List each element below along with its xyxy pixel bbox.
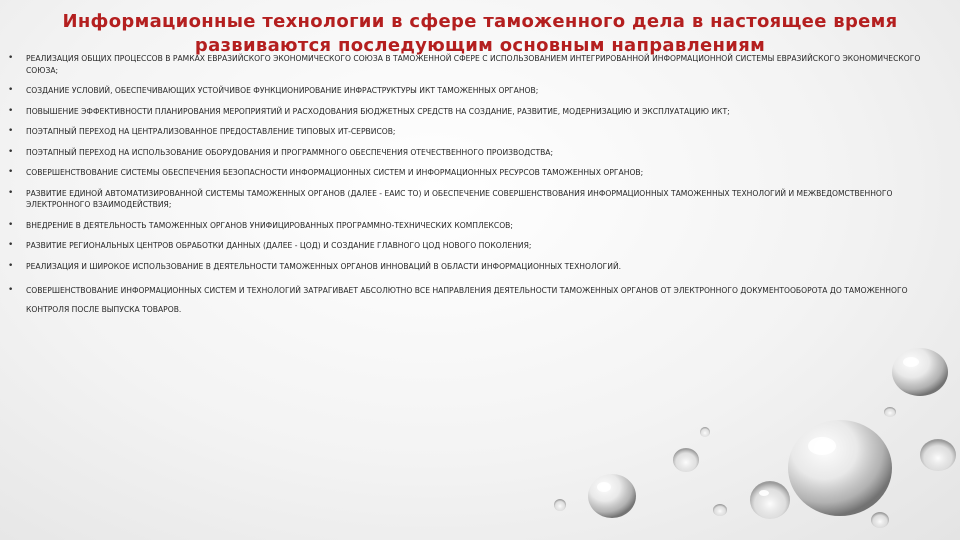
title-line-2: развиваются последующим основным направлениям: [194, 35, 766, 56]
bullet-dot: •: [8, 126, 14, 136]
bullet-item: [8, 240, 953, 252]
bullet-text: СОВЕРШЕНСТВОВАНИЕ СИСТЕМЫ ОБЕСПЕЧЕНИЯ БЕЗОПАСНОСТИ ИНФОРМАЦИОННЫХ СИСТЕМ И ИНФОРМАЦИОННЫХ РЕСУРСОВ ТАМОЖЕННЫХ ОРГАНОВ;: [26, 168, 644, 177]
drop-right-1: [892, 348, 948, 396]
bullet-item: [8, 147, 953, 159]
drop-small-1: [871, 512, 889, 528]
bullet-text: РАЗВИТИЕ ЕДИНОЙ АВТОМАТИЗИРОВАННОЙ СИСТЕМЫ ТАМОЖЕННЫХ ОРГАНОВ (ДАЛЕЕ - ЕАИС ТО) И ОБЕСПЕЧЕНИЕ СОВЕРШЕНСТВОВАНИЯ ИНФОРМАЦИОННЫХ ТАМОЖЕННЫХ ТЕХНОЛОГИЙ И МЕЖВЕДОМСТВЕННОГО ЭЛЕКТРОННОГО ВЗАИМОДЕЙСТВИЯ;: [26, 188, 893, 209]
bullet-item: [8, 188, 953, 211]
bullet-item: [8, 85, 953, 97]
bullet-text: ВНЕДРЕНИЕ В ДЕЯТЕЛЬНОСТЬ ТАМОЖЕННЫХ ОРГАНОВ УНИФИЦИРОВАННЫХ ПРОГРАММНО-ТЕХНИЧЕСКИХ КОМПЛЕКСОВ;: [26, 220, 513, 230]
bullet-dot: •: [8, 146, 14, 157]
bullet-text: РЕАЛИЗАЦИЯ ОБЩИХ ПРОЦЕССОВ В РАМКАХ ЕВРАЗИЙСКОГО ЭКОНОМИЧЕСКОГО СОЮЗА В ТАМОЖЕННОЙ СФЕРЕ С ИСПОЛЬЗОВАНИЕМ ИНТЕГРИРОВАННОЙ ИНФОРМАЦИОННОЙ СИСТЕМЫ ЕВРАЗИЙСКОГО ЭКОНОМИЧЕСКОГО СОЮЗА;: [26, 54, 921, 75]
bullet-item: [8, 281, 953, 319]
bullet-dot: •: [8, 219, 14, 230]
drop-small-5: [884, 407, 896, 417]
drop-mid-1: [588, 474, 636, 518]
bullet-text: ПОЭТАПНЫЙ ПЕРЕХОД НА ЦЕНТРАЛИЗОВАННОЕ ПРЕДОСТАВЛЕНИЕ ТИПОВЫХ ИТ-СЕРВИСОВ;: [26, 127, 396, 136]
bullet-text: РАЗВИТИЕ РЕГИОНАЛЬНЫХ ЦЕНТРОВ ОБРАБОТКИ ДАННЫХ (ДАЛЕЕ - ЦОД) И СОЗДАНИЕ ГЛАВНОГО ЦОД НОВОГО ПОКОЛЕНИЯ;: [26, 241, 532, 250]
bullet-list: [8, 53, 953, 328]
bullet-dot: •: [8, 167, 14, 177]
bullet-dot: •: [8, 260, 14, 271]
bullet-text: ПОЭТАПНЫЙ ПЕРЕХОД НА ИСПОЛЬЗОВАНИЕ ОБОРУДОВАНИЯ И ПРОГРАММНОГО ОБЕСПЕЧЕНИЯ ОТЕЧЕСТВЕННОГО ПРОИЗВОДСТВА;: [26, 147, 554, 157]
bullet-item: [8, 53, 953, 76]
bullet-dot: •: [8, 187, 14, 198]
bullet-item: [8, 106, 953, 118]
drop-small-3: [554, 499, 566, 511]
bullet-dot: •: [8, 85, 14, 95]
bullet-dot: •: [8, 105, 14, 116]
bullet-dot: •: [8, 240, 14, 250]
bullet-dot: •: [8, 53, 14, 63]
bullet-item: [8, 261, 953, 273]
bullet-text: СОЗДАНИЕ УСЛОВИЙ, ОБЕСПЕЧИВАЮЩИХ УСТОЙЧИВОЕ ФУНКЦИОНИРОВАНИЕ ИНФРАСТРУКТУРЫ ИКТ ТАМОЖЕННЫХ ОРГАНОВ;: [26, 86, 539, 95]
bullet-item: [8, 167, 953, 179]
drop-small-4: [700, 427, 710, 437]
drop-mid-3: [750, 481, 790, 519]
drop-small-2: [713, 504, 727, 516]
bullet-text: СОВЕРШЕНСТВОВАНИЕ ИНФОРМАЦИОННЫХ СИСТЕМ И ТЕХНОЛОГИЙ ЗАТРАГИВАЕТ АБСОЛЮТНО ВСЕ НАПРАВЛЕНИЯ ДЕЯТЕЛЬНОСТИ ТАМОЖЕННЫХ ОРГАНОВ ОТ ЭЛЕКТРОННОГО ДОКУМЕНТООБОРОТА ДО ТАМОЖЕННОГО КОНТРОЛЯ ПОСЛЕ ВЫПУСКА ТОВАРОВ.: [26, 286, 908, 314]
drop-right-2: [920, 439, 956, 471]
drop-large: [788, 420, 892, 516]
slide-title: [40, 10, 920, 58]
drop-mid-2: [673, 448, 699, 472]
bullet-dot: •: [8, 285, 14, 295]
bullet-text: ПОВЫШЕНИЕ ЭФФЕКТИВНОСТИ ПЛАНИРОВАНИЯ МЕРОПРИЯТИЙ И РАСХОДОВАНИЯ БЮДЖЕТНЫХ СРЕДСТВ НА СОЗДАНИЕ, РАЗВИТИЕ, МОДЕРНИЗАЦИЮ И ЭКСПЛУАТАЦИЮ ИКТ;: [26, 106, 730, 116]
bullet-item: [8, 220, 953, 232]
bullet-text: РЕАЛИЗАЦИЯ И ШИРОКОЕ ИСПОЛЬЗОВАНИЕ В ДЕЯТЕЛЬНОСТИ ТАМОЖЕННЫХ ОРГАНОВ ИННОВАЦИЙ В ОБЛАСТИ ИНФОРМАЦИОННЫХ ТЕХНОЛОГИЙ.: [26, 261, 622, 271]
bullet-item: [8, 126, 953, 138]
title-line-1: Информационные технологии в сфере таможенного дела в настоящее время: [62, 11, 898, 32]
